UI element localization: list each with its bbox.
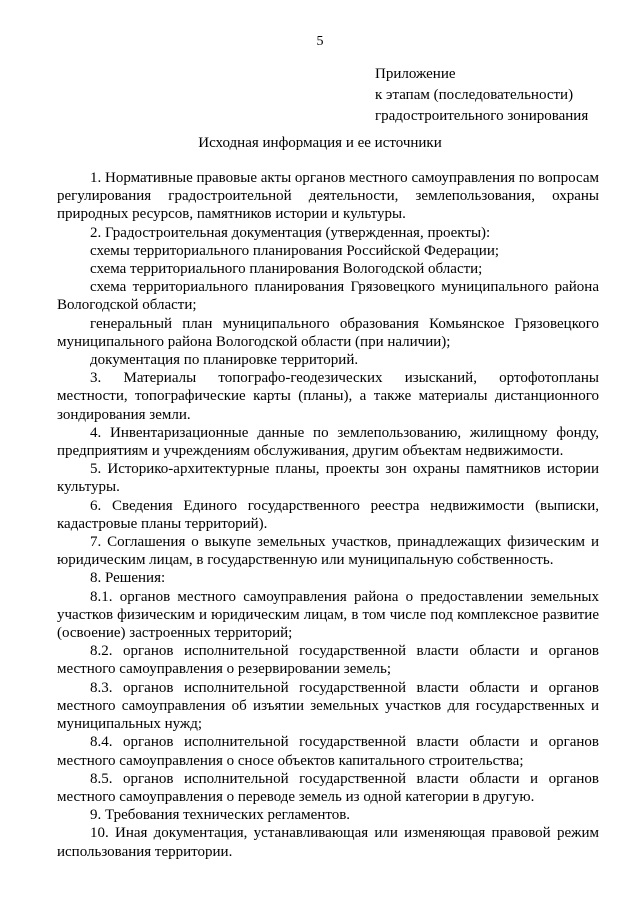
paragraph-2-item: схема территориального планирования Вологодской области; [90,261,483,278]
appendix-line-1: Приложение [375,66,456,82]
paragraph-8: 8. Решения: [90,570,166,587]
paragraph-7: 7. Соглашения о выкупе земельных участков, принадлежащих физическим и юридическим лицам, в государственную или муниципальную собственность. [57,534,599,569]
paragraph-6: 6. Сведения Единого государственного реестра недвижимости (выписки, кадастровые планы территорий). [57,497,599,532]
paragraph-1: 1. Нормативные правовые акты органов местного самоуправления по вопросам регулирования градостроительной деятельности, землепользования, охраны природных ресурсов, памятников истории и культуры. [57,170,599,223]
paragraph-2-item: документация по планировке территорий. [90,352,359,369]
paragraph-2: 2. Градостроительная документация (утвержденная, проекты): [90,224,491,241]
document-body [57,169,599,861]
paragraph-8-1: 8.1. органов местного самоуправления района о предоставлении земельных участков физическим и юридическим лицам, в том числе под комплексное развитие (освоение) застроенных территорий; [57,588,599,642]
appendix-line-2: к этапам (последовательности) [375,87,574,103]
paragraph-3: 3. Материалы топографо-геодезических изысканий, ортофотопланы местности, топографические карты (планы), а также материалы дистанционного зондирования земли. [57,370,599,423]
paragraph-4: 4. Инвентаризационные данные по землепользованию, жилищному фонду, предприятиям и учреждениям обслуживания, другим объектам недвижимости. [57,424,599,460]
paragraph-2-item: генеральный план муниципального образования Комьянское Грязовецкого муниципального района Вологодской области (при наличии); [57,315,599,350]
paragraph-8-2: 8.2. органов исполнительной государственной власти области и органов местного самоуправления о резервировании земель; [57,643,599,678]
paragraph-10: 10. Иная документация, устанавливающая или изменяющая правовой режим использования территории. [57,825,599,860]
appendix-line-3: градостроительного зонирования [375,108,589,124]
paragraph-2-item: схема территориального планирования Грязовецкого муниципального района Вологодской области; [57,279,599,314]
appendix-header [375,64,615,127]
paragraph-5: 5. Историко-архитектурные планы, проекты зон охраны памятников истории культуры. [57,461,599,496]
paragraph-8-4: 8.4. органов исполнительной государственной власти области и органов местного самоуправления о сносе объектов капитального строительства; [57,734,599,769]
paragraph-8-5: 8.5. органов исполнительной государственной власти области и органов местного самоуправления о переводе земель из одной категории в другую. [57,770,599,805]
document-title: Исходная информация и ее источники [198,135,442,151]
paragraph-9: 9. Требования технических регламентов. [90,807,351,824]
page-number: 5 [316,34,324,49]
paragraph-2-item: схемы территориального планирования Российской Федерации; [90,242,500,259]
paragraph-8-3: 8.3. органов исполнительной государственной власти области и органов местного самоуправления об изъятии земельных участков для государственных и муниципальных нужд; [57,679,599,733]
